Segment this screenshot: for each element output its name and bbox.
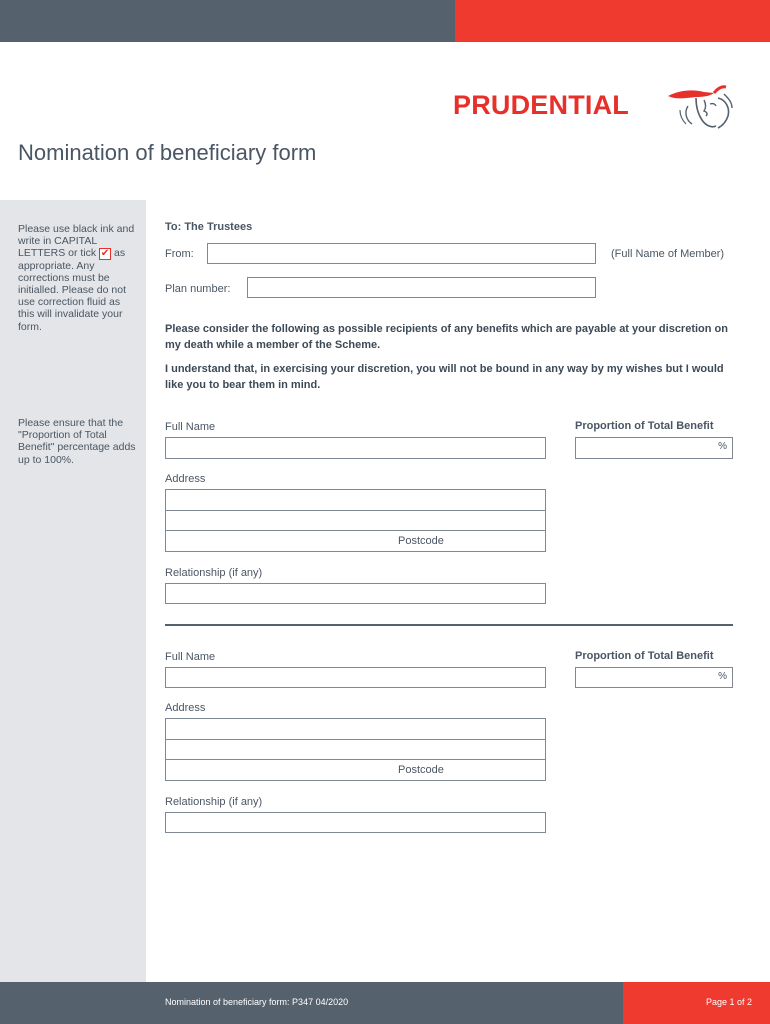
- ink-instructions-text-2: as appropriate. Any corrections must be initialled. Please do not use correction fluid as this will invalidate your form.: [18, 247, 126, 333]
- beneficiary-2-proportion-input[interactable]: [575, 667, 733, 688]
- address-line-divider: [166, 739, 545, 740]
- relationship-label: Relationship (if any): [165, 567, 263, 579]
- address-label: Address: [165, 473, 206, 485]
- address-label: Address: [165, 702, 206, 714]
- to-trustees-label: To: The Trustees: [165, 221, 253, 233]
- page-number: Page 1 of 2: [706, 997, 753, 1007]
- beneficiary-1-proportion-input[interactable]: [575, 437, 733, 459]
- proportion-label: Proportion of Total Benefit: [575, 650, 714, 662]
- beneficiary-2-name-input[interactable]: [165, 667, 546, 688]
- discretion-statement: I understand that, in exercising your discretion, you will not be bound in any way by my wishes but I would like you to bear them in mind.: [165, 363, 724, 391]
- prudence-head-icon: [666, 80, 736, 130]
- beneficiary-2-address-input[interactable]: [165, 718, 546, 781]
- relationship-label: Relationship (if any): [165, 796, 263, 808]
- plan-number-input[interactable]: [247, 277, 596, 298]
- prudential-logo: [453, 80, 738, 132]
- postcode-label: Postcode: [398, 764, 444, 776]
- full-name-label: Full Name: [165, 421, 216, 433]
- member-name-input[interactable]: [207, 243, 596, 264]
- full-name-label: Full Name: [165, 651, 216, 663]
- section-divider: [165, 624, 733, 626]
- member-name-hint: (Full Name of Member): [611, 248, 725, 260]
- consideration-statement: Please consider the following as possible recipients of any benefits which are payable at your discretion on my death while a member of the Scheme.: [165, 323, 728, 351]
- tick-icon: ✔: [100, 247, 110, 259]
- ink-instructions-text-1: Please use black ink and write in CAPITAL LETTERS or tick: [18, 223, 135, 260]
- address-line-divider: [166, 759, 545, 760]
- top-bar-red: [455, 0, 770, 42]
- logo-wordmark: PRUDENTIAL: [453, 90, 629, 120]
- page-title: Nomination of beneficiary form: [18, 140, 317, 165]
- address-line-divider: [166, 510, 545, 511]
- address-line-divider: [166, 530, 545, 531]
- beneficiary-1-relationship-input[interactable]: [165, 583, 546, 604]
- top-bar-gray: [0, 0, 455, 42]
- form-reference: Nomination of beneficiary form: P347 04/2020: [165, 997, 349, 1007]
- postcode-label: Postcode: [398, 535, 444, 547]
- beneficiary-1-name-input[interactable]: [165, 437, 546, 459]
- beneficiary-2-relationship-input[interactable]: [165, 812, 546, 833]
- beneficiary-1-address-input[interactable]: [165, 489, 546, 552]
- percent-sign: %: [718, 441, 727, 452]
- ink-instructions: [18, 223, 138, 333]
- plan-number-label: Plan number:: [165, 283, 231, 295]
- percentage-note: Please ensure that the "Proportion of Total Benefit" percentage adds up to 100%.: [18, 417, 136, 466]
- percent-sign: %: [718, 671, 727, 682]
- proportion-label: Proportion of Total Benefit: [575, 420, 714, 432]
- from-label: From:: [165, 248, 194, 260]
